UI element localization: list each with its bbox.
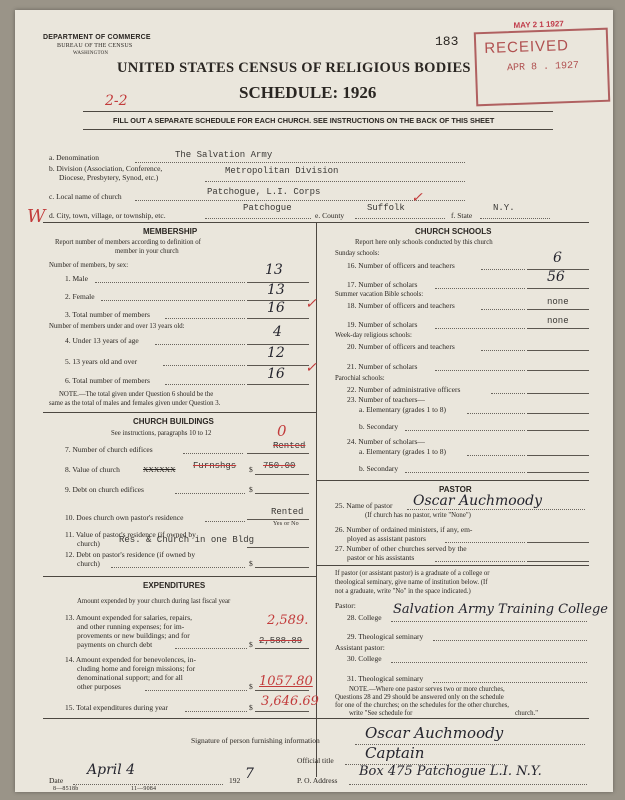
received-stamp <box>474 19 611 107</box>
header-rule-top <box>83 111 553 112</box>
year-prefix: 192 <box>229 776 241 785</box>
q24b-label: b. Secondary <box>359 464 399 473</box>
membership-intro-2: member in your church <box>115 248 179 255</box>
q14-label-4: other purposes <box>77 682 121 691</box>
q1-value: 13 <box>265 262 283 278</box>
q9-label: 9. Debt on church edifices <box>65 485 144 494</box>
pastor-heading: PASTOR <box>439 485 472 494</box>
census-schedule-sheet <box>15 10 613 792</box>
q11-value: Res. & Church in one Bldg <box>119 535 255 545</box>
q13-label-1: 13. Amount expended for salaries, repairs, <box>65 613 193 622</box>
q1-label: 1. Male <box>65 274 88 283</box>
stamp-date: APR 8 . 1927 <box>506 60 580 75</box>
year-digit: 7 <box>245 766 254 782</box>
q31-label: 31. Theological seminary <box>347 674 424 683</box>
q11-label-2: church) <box>77 539 100 548</box>
expenditures-heading: EXPENDITURES <box>143 581 206 590</box>
q6-label: 6. Total number of members <box>65 376 150 385</box>
q28-value: Salvation Army Training College <box>393 602 608 617</box>
membership-heading: MEMBERSHIP <box>143 227 198 236</box>
form-title: UNITED STATES CENSUS OF RELIGIOUS BODIES <box>117 60 471 76</box>
q24-label: 24. Number of scholars— <box>347 437 425 446</box>
q18-value: none <box>547 297 569 307</box>
q28-label: 28. College <box>347 613 382 622</box>
pastor-note-1: NOTE.—Where one pastor serves two or more churches, <box>349 686 505 693</box>
stamp-date-top: MAY 2 1 1927 <box>513 19 564 30</box>
sunday-schools: Sunday schools: <box>335 250 380 257</box>
q12-dollar: $ <box>249 559 253 568</box>
q10-label: 10. Does church own pastor's residence <box>65 513 184 522</box>
q17-value: 56 <box>547 269 565 285</box>
q12-label-2: church) <box>77 559 100 568</box>
q7-value: Rented <box>273 441 306 451</box>
membership-note-2: same as the total of males and females given under Question 3. <box>49 400 221 407</box>
county-value: Suffolk <box>367 203 405 213</box>
pastor-label: Pastor: <box>335 601 356 610</box>
college-intro-3: not a graduate, write "No" in the space indicated.) <box>335 588 471 595</box>
q4-label: 4. Under 13 years of age <box>65 336 139 345</box>
q2-value: 13 <box>267 282 285 298</box>
q12-label-1: 12. Debt on pastor's residence (if owned by <box>65 550 196 559</box>
weekday-schools: Week-day religious schools: <box>335 332 412 339</box>
q5-label: 5. 13 years old and over <box>65 357 138 366</box>
q8-dollar: $ <box>249 465 253 474</box>
q4-value: 4 <box>273 324 282 340</box>
q8-label: 8. Value of church <box>65 465 120 474</box>
q19-value: none <box>547 316 569 326</box>
stamp-received: RECEIVED <box>484 37 570 57</box>
q25-sub: (If church has no pastor, write "None") <box>365 512 471 519</box>
q26-label-1: 26. Number of ordained ministers, if any, em- <box>335 525 473 534</box>
q10-value: Rented <box>271 507 304 517</box>
q25-label: 25. Name of pastor <box>335 501 393 510</box>
q14-value: 1057.80 <box>259 674 313 689</box>
q23-label: 23. Number of teachers— <box>347 395 425 404</box>
q3-check-mark: ✓ <box>305 296 317 312</box>
division-value: Metropolitan Division <box>225 166 339 176</box>
q14-label-3: denominational support; and for all <box>77 673 183 682</box>
q17-label: 17. Number of scholars <box>347 280 418 289</box>
q16-value: 6 <box>553 250 562 266</box>
q6-check-mark: ✓ <box>305 360 317 376</box>
assistant-pastor-label: Assistant pastor: <box>335 643 385 652</box>
q13-label-3: provements or new buildings; and for <box>77 631 190 640</box>
buildings-heading: CHURCH BUILDINGS <box>133 417 214 426</box>
q14-dollar: $ <box>249 682 253 691</box>
annotation-left: 2-2 <box>105 93 128 109</box>
bureau-label: BUREAU OF THE CENSUS <box>57 43 133 49</box>
county-label: e. County <box>315 211 345 220</box>
college-intro-2: theological seminary, give name of institution below. (If <box>335 579 488 586</box>
division-label-1: b. Division (Association, Conference, <box>49 164 163 173</box>
q26-label-2: ployed as assistant pastors <box>347 534 426 543</box>
city-town-value: Patchogue <box>243 203 292 213</box>
q25-value: Oscar Auchmoody <box>413 493 542 509</box>
margin-mark: W <box>27 206 46 227</box>
header-rule-bottom <box>83 129 553 130</box>
department-label: DEPARTMENT OF COMMERCE <box>43 34 151 41</box>
q8-value: Furnshgs <box>193 461 237 471</box>
date-value: April 4 <box>87 762 136 778</box>
signature-label: Signature of person furnishing information <box>191 736 320 745</box>
official-title-value: Captain <box>365 744 425 762</box>
q19-label: 19. Number of scholars <box>347 320 418 329</box>
q3-value: 16 <box>267 300 285 316</box>
q13-label-2: and other running expenses; for im- <box>77 622 185 631</box>
pastor-note-2: Questions 28 and 29 should be answered only on the schedule <box>335 694 504 701</box>
denomination-value: The Salvation Army <box>175 150 273 160</box>
city-town-label: d. City, town, village, or township, etc. <box>49 211 166 220</box>
pastor-note-3: for one of the churches; on the schedules for the other churches, <box>335 702 510 709</box>
date-label: Date <box>49 776 64 785</box>
pastor-note-5: church." <box>515 710 538 717</box>
q9-dollar: $ <box>249 485 253 494</box>
q21-label: 21. Number of scholars <box>347 362 418 371</box>
po-address-value: Box 475 Patchogue L.I. N.Y. <box>359 764 542 779</box>
state-label: f. State <box>451 211 473 220</box>
q6-value: 16 <box>267 366 285 382</box>
college-intro-1: If pastor (or assistant pastor) is a graduate of a college or <box>335 570 490 577</box>
q30-label: 30. College <box>347 654 382 663</box>
q5-value: 12 <box>267 345 285 361</box>
q14-label-2: cluding home and foreign missions; for <box>77 664 196 673</box>
members-by-sex: Number of members, by sex: <box>49 262 129 269</box>
q29-label: 29. Theological seminary <box>347 632 424 641</box>
q22-label: 22. Number of administrative officers <box>347 385 461 394</box>
county-check-mark: ✓ <box>411 190 423 206</box>
city-label: WASHINGTON <box>73 51 109 56</box>
q20-label: 20. Number of officers and teachers <box>347 342 455 351</box>
age-intro: Number of members under and over 13 years old: <box>49 323 185 330</box>
q23a-label: a. Elementary (grades 1 to 8) <box>359 405 447 414</box>
official-title-label: Official title <box>297 756 334 765</box>
q24a-label: a. Elementary (grades 1 to 8) <box>359 447 447 456</box>
form-number-2: 11—9084 <box>131 786 157 792</box>
po-address-label: P. O. Address <box>297 776 338 785</box>
q13-dollar: $ <box>249 640 253 649</box>
membership-intro-1: Report number of members according to definition of <box>55 239 201 246</box>
local-name-label: c. Local name of church <box>49 192 122 201</box>
division-label-2: Diocese, Presbytery, Synod, etc.) <box>59 173 159 182</box>
parochial-schools: Parochial schools: <box>335 375 385 382</box>
q23b-label: b. Secondary <box>359 422 399 431</box>
q11-label-1: 11. Value of pastor's residence (if owned by <box>65 530 196 539</box>
schools-heading: CHURCH SCHOOLS <box>415 227 492 236</box>
q15-label: 15. Total expenditures during year <box>65 703 168 712</box>
q14-label-1: 14. Amount expended for benevolences, in- <box>65 655 197 664</box>
q8-amount: 750.00 <box>263 461 296 471</box>
q27-label-1: 27. Number of other churches served by the <box>335 544 467 553</box>
q18-label: 18. Number of officers and teachers <box>347 301 455 310</box>
q3-label: 3. Total number of members <box>65 310 150 319</box>
q27-label-2: pastor or his assistants <box>347 553 415 562</box>
q13-hand-value: 2,589. <box>267 613 309 628</box>
instructions-banner: FILL OUT A SEPARATE SCHEDULE FOR EACH CHURCH. SEE INSTRUCTIONS ON THE BACK OF THIS SHEET <box>113 116 495 125</box>
summer-schools: Summer vacation Bible schools: <box>335 291 424 298</box>
q8-struck-word: XXXXXX <box>143 465 176 474</box>
denomination-label: a. Denomination <box>49 153 99 162</box>
q13-label-4: payments on church debt <box>77 640 153 649</box>
membership-note-1: NOTE.—The total given under Question 6 should be the <box>59 391 214 398</box>
q15-dollar: $ <box>249 703 253 712</box>
expenditures-sub: Amount expended by your church during last fiscal year <box>77 598 231 605</box>
pastor-note-4: write "See schedule for <box>349 710 413 717</box>
form-number: 8—8518b <box>53 786 79 792</box>
schedule-number: 183 <box>435 34 459 49</box>
q16-label: 16. Number of officers and teachers <box>347 261 455 270</box>
state-value: N.Y. <box>493 203 515 213</box>
q13-value: 2,588.89 <box>259 636 303 646</box>
q7-label: 7. Number of church edifices <box>65 445 153 454</box>
schedule-title: SCHEDULE: 1926 <box>239 83 377 102</box>
schools-intro: Report here only schools conducted by this church <box>355 239 493 246</box>
q7-hand-value: 0 <box>277 422 287 440</box>
q2-label: 2. Female <box>65 292 95 301</box>
signature-value: Oscar Auchmoody <box>365 724 504 742</box>
local-name-value: Patchogue, L.I. Corps <box>207 187 321 197</box>
yes-no-hint: Yes or No <box>273 521 299 527</box>
buildings-sub: See instructions, paragraphs 10 to 12 <box>111 430 212 437</box>
q15-value: 3,646.69 <box>261 694 319 709</box>
